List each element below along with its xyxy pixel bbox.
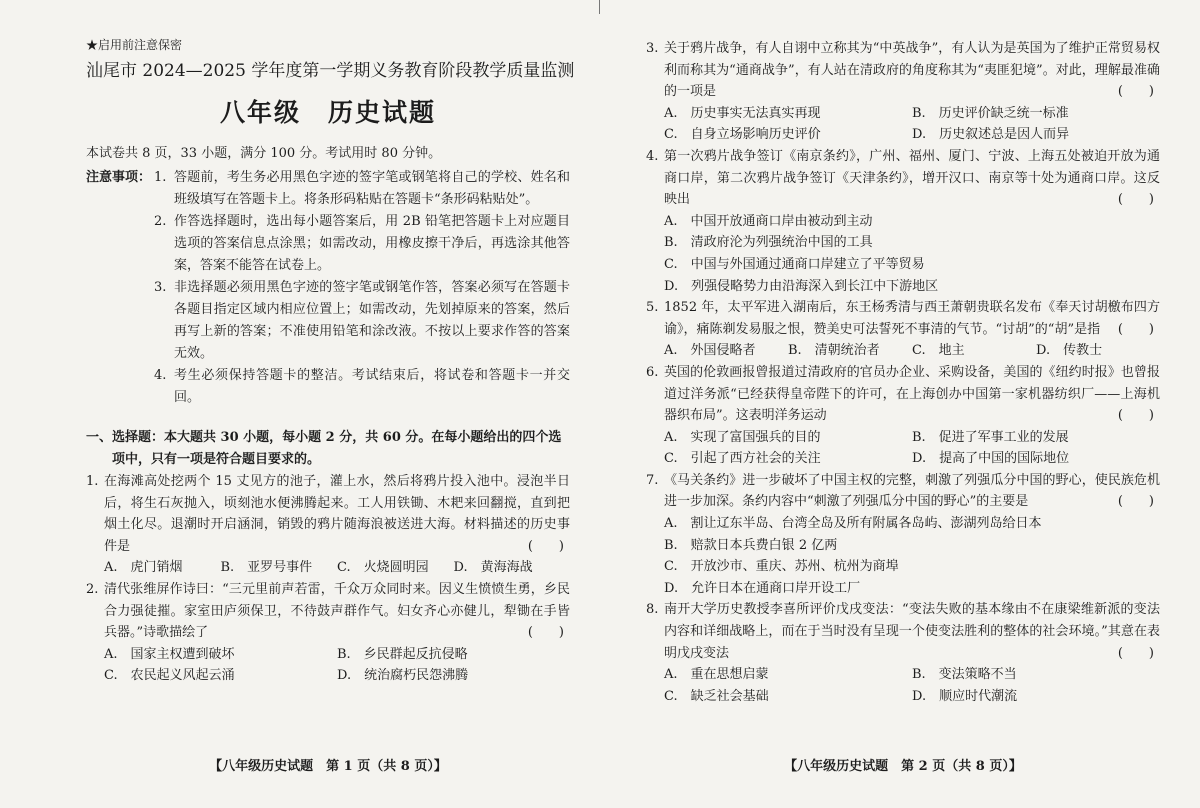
question-1 <box>86 471 570 579</box>
option-a: A. 实现了富国强兵的目的 <box>664 429 821 445</box>
answer-paren: ( ) <box>1117 192 1154 208</box>
option-a: A. 虎门销烟 <box>104 560 183 576</box>
question-2 <box>86 579 570 687</box>
exam-title: 八年级 历史试题 <box>219 98 436 127</box>
option-c: C. 农民起义风起云涌 <box>104 668 235 684</box>
page-footer: 【八年级历史试题 第 2 页（共 8 页）】 <box>784 759 1022 774</box>
confidential-mark: ★启用前注意保密 <box>86 38 183 52</box>
note-text: 非选择题必须用黑色字迹的签字笔或钢笔作答，答案必须写在答题卡各题目指定区域内相应位置上；如需改动，先划掉原来的答案，然后再写上新的答案；不准使用铅笔和涂改液。不按以上要求作答的答案无效。 <box>174 280 570 361</box>
question-number: 2. <box>86 581 99 597</box>
options <box>646 513 1160 599</box>
answer-paren: ( ) <box>1117 84 1154 100</box>
section-heading <box>86 427 570 471</box>
answer-paren: ( ) <box>1117 408 1154 424</box>
options <box>646 427 1160 470</box>
question-text: 在海滩高处挖两个 15 丈见方的池子，灌上水，然后将鸦片投入池中。浸泡半日后，将生石灰抛入，顷刻池水便沸腾起来。工人用铁锄、木耙来回翻搅，直到把烟土化尽。退潮时开启涵洞，销毁的鸦片随海浪被送进大海。材料描述的历史事件是 ( ) <box>104 471 570 557</box>
question-7 <box>646 470 1160 600</box>
option-b: B. 变法策略不当 <box>912 667 1017 683</box>
option-c: C. 引起了西方社会的关注 <box>664 451 821 467</box>
options <box>86 644 570 687</box>
answer-paren: ( ) <box>1117 321 1154 337</box>
notes-section <box>86 167 570 409</box>
options <box>646 103 1160 146</box>
options <box>646 664 1160 707</box>
question-number: 1. <box>86 474 99 489</box>
section-number: 一、 <box>86 430 113 445</box>
option-b: B. 清朝统治者 <box>788 343 880 359</box>
option-c: C. 地主 <box>912 343 965 359</box>
option-b: B. 乡民群起反抗侵略 <box>337 646 468 662</box>
option-a: A. 外国侵略者 <box>664 343 756 359</box>
note-text: 作答选择题时，选出每小题答案后，用 2B 铅笔把答题卡上对应题目选项的答案信息点涂黑；如需改动，用橡皮擦干净后，再选涂其他答案，答案不能答在试卷上。 <box>174 214 570 273</box>
note-item <box>154 167 570 211</box>
answer-paren: ( ) <box>527 625 564 641</box>
note-item <box>154 365 570 409</box>
question-number: 3. <box>646 41 659 56</box>
option-d: D. 提高了中国的国际地位 <box>912 451 1070 467</box>
question-number: 5. <box>646 300 659 316</box>
note-number: 3. <box>154 280 167 295</box>
question-text: 关于鸦片战争，有人自诩中立称其为“中英战争”，有人认为是英国为了维护正常贸易权利而称其为“通商战争”，有人站在清政府的角度称其为“夷匪犯境”。对此，理解最准确的一项是 ( ) <box>664 38 1160 103</box>
exam-intro: 本试卷共 8 页，33 小题，满分 100 分。考试用时 80 分钟。 <box>86 146 442 161</box>
note-item <box>154 211 570 277</box>
options <box>646 211 1160 297</box>
answer-paren: ( ) <box>1117 494 1154 510</box>
note-number: 4. <box>154 368 167 383</box>
question-number: 7. <box>646 472 659 488</box>
notes-label: 注意事项： <box>86 170 152 185</box>
option-b: B. 亚罗号事件 <box>220 560 313 576</box>
option-d: D. 黄海海战 <box>453 560 533 576</box>
note-number: 2. <box>154 214 167 229</box>
note-number: 1. <box>154 170 167 185</box>
question-text: 第一次鸦片战争签订《南京条约》，广州、福州、厦门、宁波、上海五处被迫开放为通商口岸，第二次鸦片战争签订《天津条约》，增开汉口、南京等十处为通商口岸。这反映出 ( ) <box>664 146 1160 211</box>
question-5 <box>646 297 1160 362</box>
option-c: C. 自身立场影响历史评价 <box>664 127 821 143</box>
option-b: B. 历史评价缺乏统一标准 <box>912 105 1069 121</box>
option-d: D. 列强侵略势力由沿海深入到长江中下游地区 <box>664 278 939 294</box>
note-item <box>154 277 570 365</box>
options <box>86 557 570 579</box>
option-d: D. 统治腐朽民怨沸腾 <box>337 668 469 684</box>
options <box>646 340 1160 362</box>
question-8 <box>646 599 1160 707</box>
question-text: 清代张维屏作诗曰：“三元里前声若雷，千众万众同时来。因义生愤愤生勇，乡民合力强徒摧。家室田庐须保卫，不待鼓声群作气。妇女齐心亦健儿，犁锄在手皆兵器。”诗歌描绘了 ( ) <box>104 579 570 644</box>
page-footer: 【八年级历史试题 第 1 页（共 8 页）】 <box>209 759 447 774</box>
question-number: 8. <box>646 602 659 618</box>
note-text: 答题前，考生务必用黑色字迹的签字笔或钢笔将自己的学校、姓名和班级填写在答题卡上。将条形码粘贴在答题卡“条形码粘贴处”。 <box>174 170 570 207</box>
option-a: A. 重在思想启蒙 <box>664 667 769 683</box>
option-c: C. 火烧圆明园 <box>337 560 429 576</box>
answer-paren: ( ) <box>1117 645 1154 661</box>
option-a: A. 割让辽东半岛、台湾全岛及所有附属各岛屿、澎湖列岛给日本 <box>664 516 1042 532</box>
question-6 <box>646 362 1160 470</box>
question-4 <box>646 146 1160 297</box>
option-c: C. 缺乏社会基础 <box>664 688 769 704</box>
section-instructions: 选择题：本大题共 30 小题，每小题 2 分，共 60 分。在每小题给出的四个选项中，只有一项是符合题目要求的。 <box>112 430 562 467</box>
question-number: 4. <box>646 148 659 164</box>
exam-page-2 <box>600 0 1200 808</box>
notes-list <box>154 167 570 409</box>
option-a: A. 历史事实无法真实再现 <box>664 105 821 121</box>
question-text: 英国的伦敦画报曾报道过清政府的官员办企业、采购设备，美国的《纽约时报》也曾报道过洋务派“已经获得皇帝陛下的许可，在上海创办中国第一家机器纺织厂——上海机器织布局”。这表明洋务运动 ( ) <box>664 362 1160 427</box>
option-b: B. 促进了军事工业的发展 <box>912 429 1069 445</box>
option-c: C. 中国与外国通过通商口岸建立了平等贸易 <box>664 256 925 272</box>
question-text: 南开大学历史教授李喜所评价戊戌变法：“变法失败的基本缘由不在康梁维新派的变法内容和详细战略上，而在于当时没有呈现一个使变法胜利的整体的社会环境。”其意在表明戊戌变法 ( ) <box>664 599 1160 664</box>
option-d: D. 历史叙述总是因人而异 <box>912 127 1070 143</box>
option-b: B. 赔款日本兵费白银 2 亿两 <box>664 537 838 553</box>
option-b: B. 清政府沦为列强统治中国的工具 <box>664 235 873 251</box>
option-d: D. 顺应时代潮流 <box>912 688 1018 704</box>
answer-paren: ( ) <box>527 538 564 554</box>
question-text: 1852 年，太平军进入湖南后，东王杨秀清与西王萧朝贵联名发布《奉天讨胡檄布四方谕》，痛陈剃发易服之恨，赞美史可法誓死不事清的气节。“讨胡”的“胡”是指 ( ) <box>664 297 1160 340</box>
option-a: A. 中国开放通商口岸由被动到主动 <box>664 213 873 229</box>
question-3 <box>646 38 1160 146</box>
exam-header: 汕尾市 2024—2025 学年度第一学期义务教育阶段教学质量监测 <box>86 61 575 81</box>
option-a: A. 国家主权遭到破坏 <box>104 646 235 662</box>
option-d: D. 允许日本在通商口岸开设工厂 <box>664 580 861 596</box>
option-d: D. 传教士 <box>1036 343 1103 359</box>
question-text: 《马关条约》进一步破坏了中国主权的完整，刺激了列强瓜分中国的野心，使民族危机进一步加深。条约内容中“刺激了列强瓜分中国的野心”的主要是 ( ) <box>664 470 1160 513</box>
question-number: 6. <box>646 364 659 380</box>
note-text: 考生必须保持答题卡的整洁。考试结束后，将试卷和答题卡一并交回。 <box>174 368 570 405</box>
option-c: C. 开放沙市、重庆、苏州、杭州为商埠 <box>664 559 899 575</box>
